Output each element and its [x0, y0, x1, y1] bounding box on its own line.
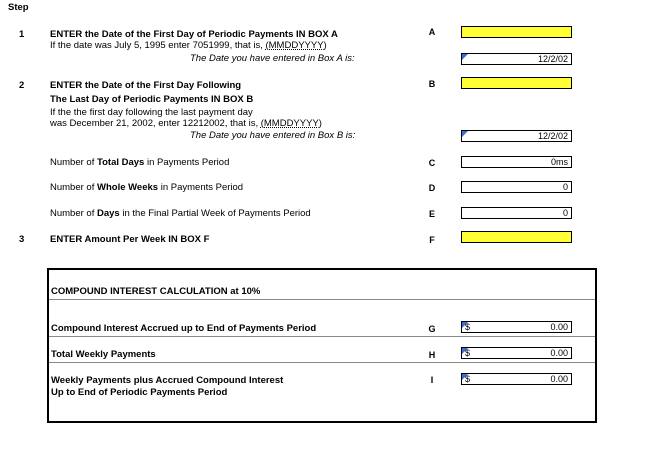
compound-title-divider	[49, 299, 595, 300]
partial-days-label	[50, 208, 311, 219]
weekly-divider	[49, 362, 595, 363]
box-h-currency: $	[465, 348, 471, 358]
step-1-entered-label: The Date you have entered in Box A is:	[190, 53, 355, 64]
step-1-number: 1	[19, 29, 25, 40]
accrued-divider	[49, 336, 595, 337]
accrued-label: Compound Interest Accrued up to End of Payments Period	[51, 323, 317, 334]
box-h-amount: 0.00	[550, 348, 568, 358]
whole-weeks-label	[50, 182, 243, 193]
box-i-currency: $	[465, 374, 471, 384]
box-b-input[interactable]	[461, 77, 572, 89]
weekly-payments-label: Total Weekly Payments	[51, 349, 156, 360]
step-3-title: ENTER Amount Per Week IN BOX F	[50, 234, 210, 245]
partial-days-bold: Days	[97, 208, 120, 219]
step-2-title-line2: The Last Day of Periodic Payments IN BOX B	[50, 94, 254, 105]
box-g-value	[461, 321, 572, 333]
total-label-line1: Weekly Payments plus Accrued Compound Interest	[51, 375, 284, 386]
total-days-bold: Total Days	[97, 157, 145, 168]
step-2-hint-format: (MMDDYYYY)	[260, 118, 322, 129]
step-2-hint-text: was December 21, 2002, enter 12212002, that is,	[50, 118, 261, 129]
box-f-letter: F	[429, 235, 435, 245]
step-2-hint-line1: If the the first day following the last payment day	[50, 107, 253, 118]
box-b-entered-value: 12/2/02	[461, 130, 572, 142]
total-days-label	[50, 157, 229, 168]
box-i-value	[461, 373, 572, 385]
box-d-letter: D	[428, 183, 436, 193]
partial-days-prefix: Number of	[50, 208, 97, 219]
total-label-line2: Up to End of Periodic Payments Period	[51, 387, 228, 398]
box-i-letter: I	[430, 375, 434, 385]
box-c-letter: C	[428, 158, 436, 168]
whole-weeks-bold: Whole Weeks	[97, 182, 159, 193]
step-2-hint-line2	[50, 118, 322, 129]
box-d-value: 0	[461, 181, 572, 193]
step-1-hint	[50, 40, 327, 51]
box-h-letter: H	[428, 350, 436, 360]
total-days-prefix: Number of	[50, 157, 97, 168]
step-header: Step	[8, 2, 29, 13]
step-3-number: 3	[19, 234, 25, 245]
box-f-input[interactable]	[461, 231, 572, 243]
step-1-title: ENTER the Date of the First Day of Periodic Payments IN BOX A	[50, 29, 338, 40]
compound-title: COMPOUND INTEREST CALCULATION at 10%	[51, 286, 261, 297]
box-h-value	[461, 347, 572, 359]
box-a-letter: A	[428, 27, 436, 37]
step-2-title-line1: ENTER the Date of the First Day Following	[50, 80, 242, 91]
box-g-letter: G	[428, 324, 436, 334]
step-2-number: 2	[19, 80, 25, 91]
box-b-letter: B	[428, 79, 436, 89]
box-e-letter: E	[428, 209, 435, 219]
box-e-value: 0	[461, 207, 572, 219]
box-a-input[interactable]	[461, 26, 572, 38]
box-g-amount: 0.00	[550, 322, 568, 332]
box-g-currency: $	[465, 322, 471, 332]
step-2-entered-label: The Date you have entered in Box B is:	[190, 130, 356, 141]
whole-weeks-suffix: in Payments Period	[158, 182, 244, 193]
box-a-entered-value: 12/2/02	[461, 53, 572, 65]
box-c-value: 0ms	[461, 156, 572, 168]
step-1-hint-format: (MMDDYYYY)	[265, 40, 327, 51]
partial-days-suffix: in the Final Partial Week of Payments Period	[119, 208, 311, 219]
total-days-suffix: in Payments Period	[144, 157, 230, 168]
box-i-amount: 0.00	[550, 374, 568, 384]
step-1-hint-text: If the date was July 5, 1995 enter 7051999, that is,	[50, 40, 266, 51]
whole-weeks-prefix: Number of	[50, 182, 97, 193]
